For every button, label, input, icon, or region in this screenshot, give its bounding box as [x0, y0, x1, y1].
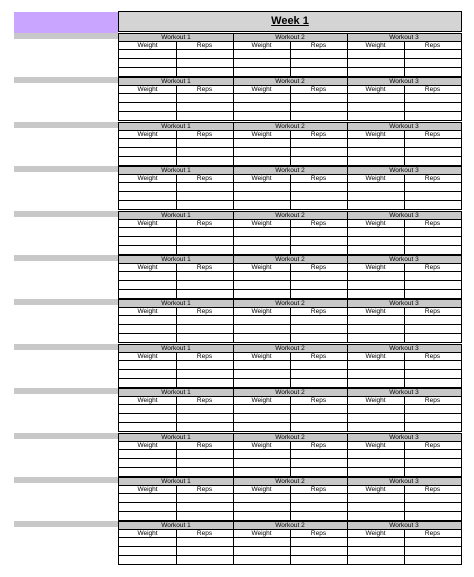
- column-divider: [290, 397, 291, 432]
- workout-label: Workout 2: [275, 78, 305, 86]
- column-divider: [176, 530, 177, 565]
- reps-column-header: Reps: [310, 264, 327, 271]
- workout-label: Workout 2: [275, 300, 305, 308]
- reps-column-header: Reps: [424, 530, 441, 538]
- weight-column-header: Weight: [137, 42, 158, 49]
- workout-label: Workout 1: [161, 478, 191, 485]
- weight-column-header: Weight: [137, 352, 158, 360]
- weight-column-header: Weight: [365, 42, 386, 49]
- column-divider: [290, 131, 291, 166]
- workout-header-row: [119, 434, 461, 442]
- reps-column-header: Reps: [310, 308, 327, 316]
- reps-column-header: Reps: [196, 42, 213, 49]
- workout-label: Workout 3: [389, 478, 419, 485]
- weight-column-header: Weight: [365, 530, 386, 538]
- column-divider: [176, 220, 177, 255]
- column-divider: [233, 434, 234, 477]
- reps-column-header: Reps: [196, 530, 213, 538]
- workout-grid: [118, 255, 462, 299]
- workout-label: Workout 1: [161, 433, 191, 441]
- reps-column-header: Reps: [424, 86, 441, 94]
- workout-block: [14, 344, 462, 388]
- column-divider: [404, 353, 405, 388]
- weight-column-header: Weight: [251, 441, 272, 449]
- workout-label: Workout 2: [275, 389, 305, 397]
- column-divider: [347, 478, 348, 521]
- column-divider: [290, 486, 291, 521]
- workout-label: Workout 2: [275, 256, 305, 263]
- workout-label: Workout 1: [161, 167, 191, 175]
- exercise-name-band[interactable]: [14, 122, 118, 128]
- weight-column-header: Weight: [251, 175, 272, 183]
- workout-label: Workout 1: [161, 122, 191, 130]
- workout-block: [14, 255, 462, 299]
- exercise-name-band[interactable]: [14, 299, 118, 305]
- reps-column-header: Reps: [310, 130, 327, 138]
- weight-column-header: Weight: [251, 130, 272, 138]
- column-divider: [347, 78, 348, 121]
- weight-column-header: Weight: [137, 130, 158, 138]
- exercise-name-band[interactable]: [14, 521, 118, 527]
- reps-column-header: Reps: [196, 308, 213, 316]
- weight-column-header: Weight: [137, 530, 158, 538]
- workout-header-row: [119, 389, 461, 397]
- reps-column-header: Reps: [424, 352, 441, 360]
- workout-label: Workout 2: [275, 34, 305, 41]
- weight-column-header: Weight: [137, 397, 158, 405]
- workout-label: Workout 2: [275, 122, 305, 130]
- weight-column-header: Weight: [137, 86, 158, 94]
- workout-header-row: [119, 78, 461, 86]
- weight-column-header: Weight: [137, 486, 158, 493]
- column-divider: [290, 220, 291, 255]
- column-divider: [290, 264, 291, 299]
- column-divider: [347, 345, 348, 388]
- column-divider: [176, 175, 177, 210]
- exercise-name-band[interactable]: [14, 77, 118, 83]
- workout-grid: [118, 521, 462, 565]
- workout-block: [14, 77, 462, 121]
- weight-column-header: Weight: [365, 175, 386, 183]
- weight-column-header: Weight: [137, 175, 158, 183]
- workout-label: Workout 1: [161, 300, 191, 308]
- weight-column-header: Weight: [251, 352, 272, 360]
- reps-column-header: Reps: [310, 486, 327, 493]
- reps-column-header: Reps: [196, 397, 213, 405]
- workout-grid: [118, 122, 462, 166]
- workout-grid: [118, 299, 462, 343]
- weight-column-header: Weight: [365, 264, 386, 271]
- column-divider: [176, 42, 177, 77]
- column-divider: [176, 308, 177, 343]
- reps-column-header: Reps: [424, 130, 441, 138]
- workout-grid: [118, 33, 462, 77]
- reps-column-header: Reps: [196, 352, 213, 360]
- column-divider: [176, 442, 177, 477]
- weight-column-header: Weight: [137, 264, 158, 271]
- reps-column-header: Reps: [424, 441, 441, 449]
- reps-column-header: Reps: [310, 42, 327, 49]
- weight-column-header: Weight: [365, 441, 386, 449]
- workout-header-row: [119, 123, 461, 131]
- reps-column-header: Reps: [196, 441, 213, 449]
- workout-label: Workout 1: [161, 389, 191, 397]
- workout-block: [14, 33, 462, 77]
- column-divider: [404, 264, 405, 299]
- reps-column-header: Reps: [196, 219, 213, 227]
- workout-header-row: [119, 345, 461, 353]
- exercise-name-band[interactable]: [14, 388, 118, 394]
- weight-column-header: Weight: [137, 441, 158, 449]
- column-divider: [176, 86, 177, 121]
- workout-header-row: [119, 478, 461, 486]
- column-divider: [233, 78, 234, 121]
- week-title-cell[interactable]: [118, 11, 462, 32]
- weight-column-header: Weight: [365, 86, 386, 94]
- workout-label: Workout 3: [389, 256, 419, 263]
- column-divider: [404, 486, 405, 521]
- column-divider: [233, 256, 234, 299]
- column-divider: [233, 300, 234, 343]
- reps-column-header: Reps: [310, 397, 327, 405]
- reps-column-header: Reps: [196, 486, 213, 493]
- column-divider: [347, 167, 348, 210]
- workout-block: [14, 477, 462, 521]
- column-divider: [233, 212, 234, 255]
- workout-label: Workout 3: [389, 344, 419, 352]
- weight-column-header: Weight: [251, 530, 272, 538]
- week-title: Week 1: [271, 15, 309, 27]
- workout-label: Workout 1: [161, 34, 191, 41]
- reps-column-header: Reps: [424, 264, 441, 271]
- workout-header-row: [119, 167, 461, 175]
- workout-block: [14, 122, 462, 166]
- column-divider: [347, 300, 348, 343]
- weight-column-header: Weight: [251, 397, 272, 405]
- column-divider: [347, 522, 348, 565]
- workout-header-row: [119, 34, 461, 42]
- weight-column-header: Weight: [251, 264, 272, 271]
- exercise-name-band[interactable]: [14, 166, 118, 172]
- column-divider: [404, 175, 405, 210]
- weight-column-header: Weight: [251, 308, 272, 316]
- column-divider: [347, 256, 348, 299]
- reps-column-header: Reps: [310, 175, 327, 183]
- workout-header-row: [119, 522, 461, 530]
- column-divider: [404, 530, 405, 565]
- workout-block: [14, 299, 462, 343]
- weight-column-header: Weight: [137, 219, 158, 227]
- workout-label: Workout 3: [389, 211, 419, 219]
- weight-column-header: Weight: [365, 308, 386, 316]
- workout-block: [14, 211, 462, 255]
- reps-column-header: Reps: [424, 219, 441, 227]
- workout-label: Workout 2: [275, 167, 305, 175]
- weight-column-header: Weight: [365, 486, 386, 493]
- weight-column-header: Weight: [251, 42, 272, 49]
- workout-grid: [118, 344, 462, 388]
- column-divider: [233, 478, 234, 521]
- column-divider: [233, 167, 234, 210]
- reps-column-header: Reps: [310, 352, 327, 360]
- column-divider: [290, 353, 291, 388]
- workout-grid: [118, 211, 462, 255]
- workout-block: [14, 433, 462, 477]
- column-divider: [347, 389, 348, 432]
- column-divider: [290, 530, 291, 565]
- reps-column-header: Reps: [196, 130, 213, 138]
- workout-label: Workout 2: [275, 433, 305, 441]
- exercise-name-band[interactable]: [14, 33, 118, 39]
- column-divider: [404, 397, 405, 432]
- workout-label: Workout 1: [161, 256, 191, 263]
- column-divider: [233, 34, 234, 77]
- column-divider: [347, 434, 348, 477]
- exercise-name-band[interactable]: [14, 344, 118, 350]
- workout-label: Workout 2: [275, 478, 305, 485]
- column-divider: [233, 345, 234, 388]
- reps-column-header: Reps: [424, 308, 441, 316]
- workout-grid: [118, 388, 462, 432]
- reps-column-header: Reps: [196, 264, 213, 271]
- workout-label: Workout 1: [161, 344, 191, 352]
- workout-label: Workout 3: [389, 433, 419, 441]
- weight-column-header: Weight: [365, 397, 386, 405]
- column-divider: [404, 220, 405, 255]
- column-divider: [404, 308, 405, 343]
- weight-column-header: Weight: [365, 130, 386, 138]
- workout-label: Workout 3: [389, 78, 419, 86]
- workout-grid: [118, 166, 462, 210]
- workout-header-row: [119, 300, 461, 308]
- reps-column-header: Reps: [196, 175, 213, 183]
- workout-label: Workout 2: [275, 522, 305, 530]
- column-divider: [290, 42, 291, 77]
- column-divider: [404, 131, 405, 166]
- workout-label: Workout 3: [389, 389, 419, 397]
- column-divider: [347, 212, 348, 255]
- workout-header-row: [119, 256, 461, 264]
- column-divider: [290, 308, 291, 343]
- weight-column-header: Weight: [137, 308, 158, 316]
- reps-column-header: Reps: [310, 441, 327, 449]
- reps-column-header: Reps: [310, 219, 327, 227]
- highlight-cell[interactable]: [14, 12, 118, 33]
- workout-grid: [118, 77, 462, 121]
- exercise-name-band[interactable]: [14, 477, 118, 483]
- exercise-name-band[interactable]: [14, 255, 118, 261]
- reps-column-header: Reps: [424, 42, 441, 49]
- column-divider: [347, 34, 348, 77]
- workout-block: [14, 521, 462, 565]
- workout-grid: [118, 433, 462, 477]
- column-divider: [176, 353, 177, 388]
- column-divider: [176, 486, 177, 521]
- reps-column-header: Reps: [424, 175, 441, 183]
- reps-column-header: Reps: [196, 86, 213, 94]
- workout-label: Workout 3: [389, 167, 419, 175]
- column-divider: [404, 442, 405, 477]
- reps-column-header: Reps: [424, 397, 441, 405]
- workout-label: Workout 1: [161, 211, 191, 219]
- column-divider: [233, 123, 234, 166]
- workout-label: Workout 3: [389, 522, 419, 530]
- weight-column-header: Weight: [365, 219, 386, 227]
- column-divider: [233, 522, 234, 565]
- column-divider: [404, 42, 405, 77]
- reps-column-header: Reps: [310, 86, 327, 94]
- workout-label: Workout 2: [275, 211, 305, 219]
- column-divider: [290, 175, 291, 210]
- column-divider: [404, 86, 405, 121]
- column-divider: [176, 131, 177, 166]
- weight-column-header: Weight: [365, 352, 386, 360]
- weight-column-header: Weight: [251, 219, 272, 227]
- reps-column-header: Reps: [310, 530, 327, 538]
- column-divider: [290, 442, 291, 477]
- workout-label: Workout 3: [389, 300, 419, 308]
- workout-grid: [118, 477, 462, 521]
- weight-column-header: Weight: [251, 86, 272, 94]
- workout-block: [14, 166, 462, 210]
- workout-block: [14, 388, 462, 432]
- workout-label: Workout 1: [161, 522, 191, 530]
- column-divider: [290, 86, 291, 121]
- exercise-name-band[interactable]: [14, 433, 118, 439]
- workout-label: Workout 2: [275, 344, 305, 352]
- exercise-name-band[interactable]: [14, 211, 118, 217]
- reps-column-header: Reps: [424, 486, 441, 493]
- column-divider: [176, 264, 177, 299]
- workout-header-row: [119, 212, 461, 220]
- workout-label: Workout 1: [161, 78, 191, 86]
- workout-label: Workout 3: [389, 34, 419, 41]
- column-divider: [233, 389, 234, 432]
- column-divider: [347, 123, 348, 166]
- column-divider: [176, 397, 177, 432]
- workout-label: Workout 3: [389, 122, 419, 130]
- weight-column-header: Weight: [251, 486, 272, 493]
